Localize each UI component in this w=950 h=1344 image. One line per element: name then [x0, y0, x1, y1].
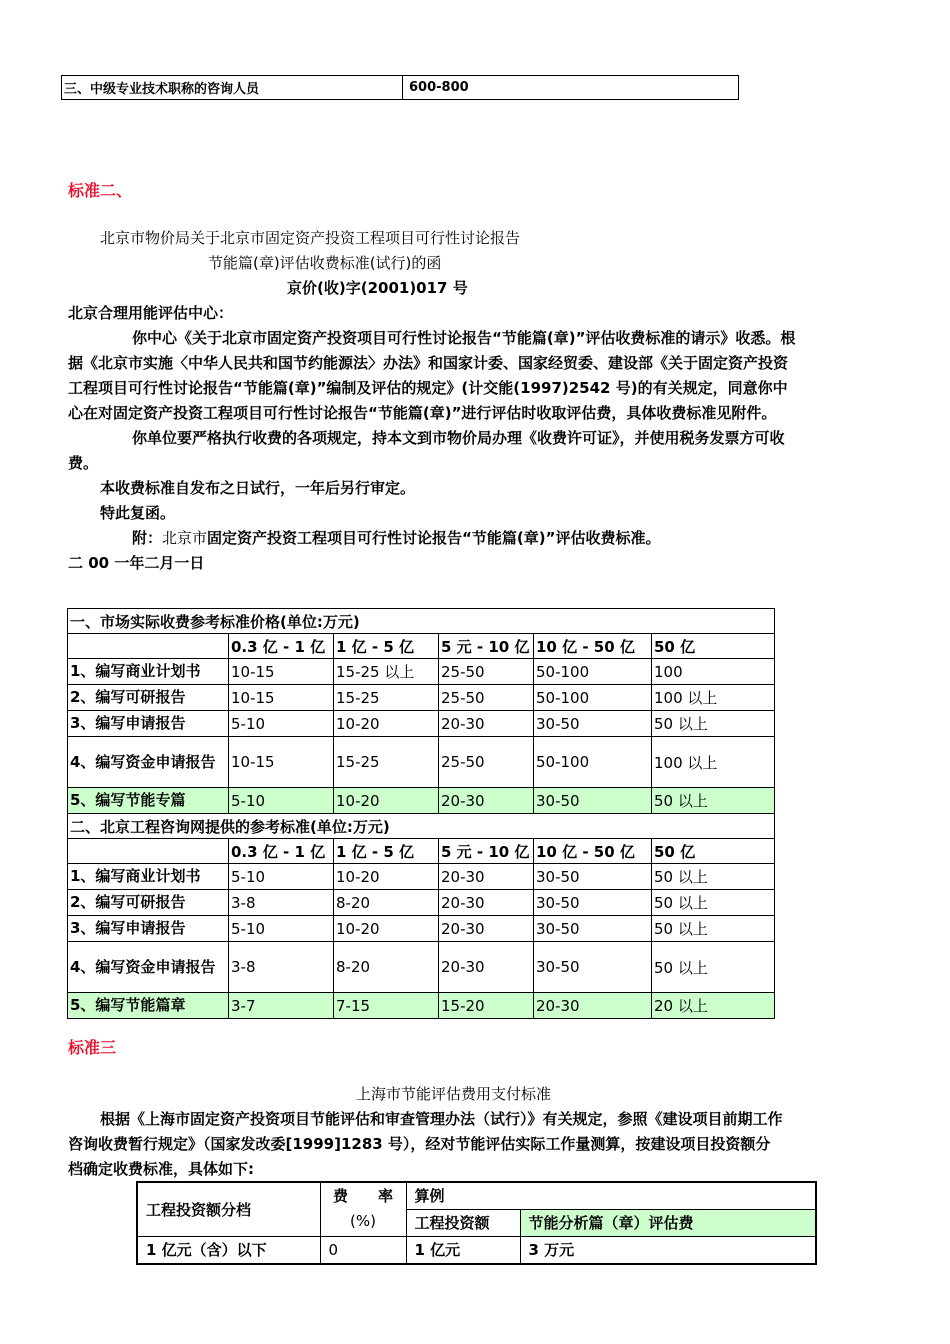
fee-row-value: 50-100: [534, 659, 652, 685]
fee-row-value: 20 以上: [652, 993, 775, 1019]
std3-para-line3: 档确定收费标准，具体如下:: [68, 1160, 254, 1178]
fee-row-value: 10-15: [229, 659, 334, 685]
sh-row1-tier: 1 亿元（含）以下: [137, 1236, 320, 1264]
fee-row-value: 20-30: [439, 711, 534, 737]
fee-row-value: 10-15: [229, 685, 334, 711]
fee-header-cell: 1 亿 - 5 亿: [334, 839, 439, 864]
fee-header-cell: 1 亿 - 5 亿: [334, 634, 439, 659]
fee-header-blank: [68, 634, 229, 659]
fee-row-label: 4、编写资金申请报告: [68, 737, 229, 788]
top-table: [61, 75, 739, 100]
fee-section1-title-row: [68, 609, 775, 634]
fee-header-cell: 50 亿: [652, 634, 775, 659]
fee-row: [68, 737, 775, 788]
fee-row: [68, 916, 775, 942]
attachment-line: [132, 526, 660, 551]
fee-row-value: 10-20: [334, 788, 439, 814]
fee-row-value: 50 以上: [652, 711, 775, 737]
fee-header-cell: 5 元 - 10 亿: [439, 839, 534, 864]
fee-row-value: 20-30: [439, 890, 534, 916]
fee-row-value: 30-50: [534, 890, 652, 916]
fee-row-value: 15-25: [334, 737, 439, 788]
std3-para-line2: 咨询收费暂行规定》（国家发改委[1999]1283 号），经对节能评估实际工作量测算，按建设项目投资额分: [68, 1135, 771, 1153]
doc-number: 京价(收)字(2001)017 号: [287, 279, 468, 297]
fee-row-label: 2、编写可研报告: [68, 890, 229, 916]
sh-rate-header-line2: (%): [350, 1212, 376, 1231]
fee-row-label: 2、编写可研报告: [68, 685, 229, 711]
fee-row-value: 100: [652, 659, 775, 685]
fee-row-value: 10-20: [334, 711, 439, 737]
doc-title-line1: 北京市物价局关于北京市固定资产投资工程项目可行性讨论报告: [100, 229, 521, 247]
fee-row-value: 3-8: [229, 890, 334, 916]
para1-line3: 工程项目可行性讨论报告“节能篇(章)”编制及评估的规定》(计交能(1997)2542 号)的有关规定，同意你中: [68, 379, 788, 397]
fee-row-value: 8-20: [334, 942, 439, 993]
sh-col-tier-header: 工程投资额分档: [137, 1182, 320, 1236]
fee-header-cell: 10 亿 - 50 亿: [534, 634, 652, 659]
sh-col-example-header: 算例: [406, 1182, 816, 1209]
fee-row-value: 15-20: [439, 993, 534, 1019]
para4: 特此复函。: [100, 504, 176, 522]
top-table-label: 三、中级专业技术职称的咨询人员: [62, 76, 403, 100]
fee-row-value: 20-30: [439, 916, 534, 942]
fee-row-value: 5-10: [229, 711, 334, 737]
sh-col-rate-header: [320, 1182, 406, 1236]
fee-row: [68, 890, 775, 916]
shanghai-title: 上海市节能评估费用支付标准: [356, 1085, 552, 1103]
fee-row-value: 15-25 以上: [334, 659, 439, 685]
fee-row-value: 50 以上: [652, 942, 775, 993]
fee-row-value: 10-20: [334, 864, 439, 890]
fee-section2-title: 二、北京工程咨询网提供的参考标准(单位:万元): [68, 814, 775, 839]
addressee: 北京合理用能评估中心：: [68, 304, 234, 322]
fee-row-value: 50 以上: [652, 788, 775, 814]
doc-title-line2: 节能篇(章)评估收费标准(试行)的函: [208, 254, 442, 272]
fee-row-value: 10-15: [229, 737, 334, 788]
fee-row-value: 20-30: [439, 788, 534, 814]
fee-row-value: 50 以上: [652, 890, 775, 916]
sh-row1-rate: 0: [320, 1236, 406, 1264]
fee-row-value: 50 以上: [652, 864, 775, 890]
fee-row-value: 100 以上: [652, 685, 775, 711]
fee-header-row-1: [68, 634, 775, 659]
fee-row-value: 3-8: [229, 942, 334, 993]
fee-header-cell: 50 亿: [652, 839, 775, 864]
fee-row-value: 50-100: [534, 685, 652, 711]
fee-header-cell: 5 元 - 10 亿: [439, 634, 534, 659]
fee-row: [68, 942, 775, 993]
fee-row-value: 30-50: [534, 916, 652, 942]
fee-row: [68, 864, 775, 890]
fee-row-value: 25-50: [439, 659, 534, 685]
fee-row-value: 20-30: [439, 942, 534, 993]
fee-row-label: 1、编写商业计划书: [68, 659, 229, 685]
fee-header-cell: 10 亿 - 50 亿: [534, 839, 652, 864]
fee-row-label: 5、编写节能专篇: [68, 788, 229, 814]
fee-row: [68, 711, 775, 737]
fee-row-value: 10-20: [334, 916, 439, 942]
sh-sub-fee: 节能分析篇（章）评估费: [520, 1209, 816, 1236]
fee-section2-title-row: [68, 814, 775, 839]
sh-sub-investment: 工程投资额: [406, 1209, 520, 1236]
sh-rate-header-line1: 费 率: [332, 1187, 393, 1206]
fee-row-value: 50 以上: [652, 916, 775, 942]
standard-two-heading: 标准二、: [68, 181, 133, 200]
fee-table: [67, 608, 775, 1019]
fee-row-value: 7-15: [334, 993, 439, 1019]
attachment-label: 附：: [132, 529, 163, 547]
fee-row-value: 5-10: [229, 788, 334, 814]
para1-line2: 据《北京市实施〈中华人民共和国节约能源法〉办法》和国家计委、国家经贸委、建设部《关于固定资产投资: [68, 354, 789, 372]
std3-para-line1: [100, 1107, 783, 1132]
fee-row-value: 100 以上: [652, 737, 775, 788]
fee-row-value: 20-30: [439, 864, 534, 890]
para2-line1: 你单位要严格执行收费的各项规定，持本文到市物价局办理《收费许可证》，并使用税务发票方可收: [132, 429, 785, 447]
sh-row1-fee: 3 万元: [520, 1236, 816, 1264]
fee-row: [68, 685, 775, 711]
standard-three-heading: 标准三: [68, 1038, 117, 1057]
fee-header-cell: 0.3 亿 - 1 亿: [229, 839, 334, 864]
para2-line2: 费。: [68, 454, 99, 472]
fee-row-label: 1、编写商业计划书: [68, 864, 229, 890]
top-table-value: 600-800: [403, 76, 739, 100]
date-line: 二 00 一年二月一日: [68, 554, 205, 572]
fee-row-value: 5-10: [229, 864, 334, 890]
fee-row-label: 4、编写资金申请报告: [68, 942, 229, 993]
fee-row-value: 30-50: [534, 942, 652, 993]
shanghai-fee-table: [136, 1181, 817, 1265]
attachment-text-part2: 固定资产投资工程项目可行性讨论报告“节能篇(章)”评估收费标准。: [207, 529, 661, 547]
fee-row: [68, 993, 775, 1019]
fee-row-value: 8-20: [334, 890, 439, 916]
fee-row-value: 25-50: [439, 685, 534, 711]
para3: 本收费标准自发布之日试行，一年后另行审定。: [100, 479, 416, 497]
fee-row-label: 5、编写节能篇章: [68, 993, 229, 1019]
fee-section1-title: 一、市场实际收费参考标准价格(单位:万元): [68, 609, 775, 634]
fee-row-value: 30-50: [534, 711, 652, 737]
std3-para-line1a: 根据《上海市: [100, 1110, 191, 1128]
fee-row-value: 30-50: [534, 864, 652, 890]
std3-para-line1b: 固定资产投资项目节能评估和审查管理办法（试行）》有关规定，参照《建设项目前期工作: [190, 1110, 783, 1128]
fee-row-value: 15-25: [334, 685, 439, 711]
para1-line4: 心在对固定资产投资工程项目可行性讨论报告“节能篇(章)”进行评估时收取评估费，具体收费标准见附件。: [68, 404, 777, 422]
para1-line1: 你中心《关于北京市固定资产投资项目可行性讨论报告“节能篇(章)”评估收费标准的请示》收悉。根: [132, 329, 796, 347]
attachment-text-part1: 北京市: [162, 529, 208, 547]
sh-row1-investment: 1 亿元: [406, 1236, 520, 1264]
fee-row-value: 5-10: [229, 916, 334, 942]
fee-row-value: 30-50: [534, 788, 652, 814]
fee-row: [68, 659, 775, 685]
fee-row: [68, 788, 775, 814]
fee-row-value: 50-100: [534, 737, 652, 788]
fee-row-value: 25-50: [439, 737, 534, 788]
fee-row-value: 3-7: [229, 993, 334, 1019]
fee-row-label: 3、编写申请报告: [68, 916, 229, 942]
fee-header-blank: [68, 839, 229, 864]
fee-row-label: 3、编写申请报告: [68, 711, 229, 737]
fee-header-row-2: [68, 839, 775, 864]
fee-row-value: 20-30: [534, 993, 652, 1019]
fee-header-cell: 0.3 亿 - 1 亿: [229, 634, 334, 659]
